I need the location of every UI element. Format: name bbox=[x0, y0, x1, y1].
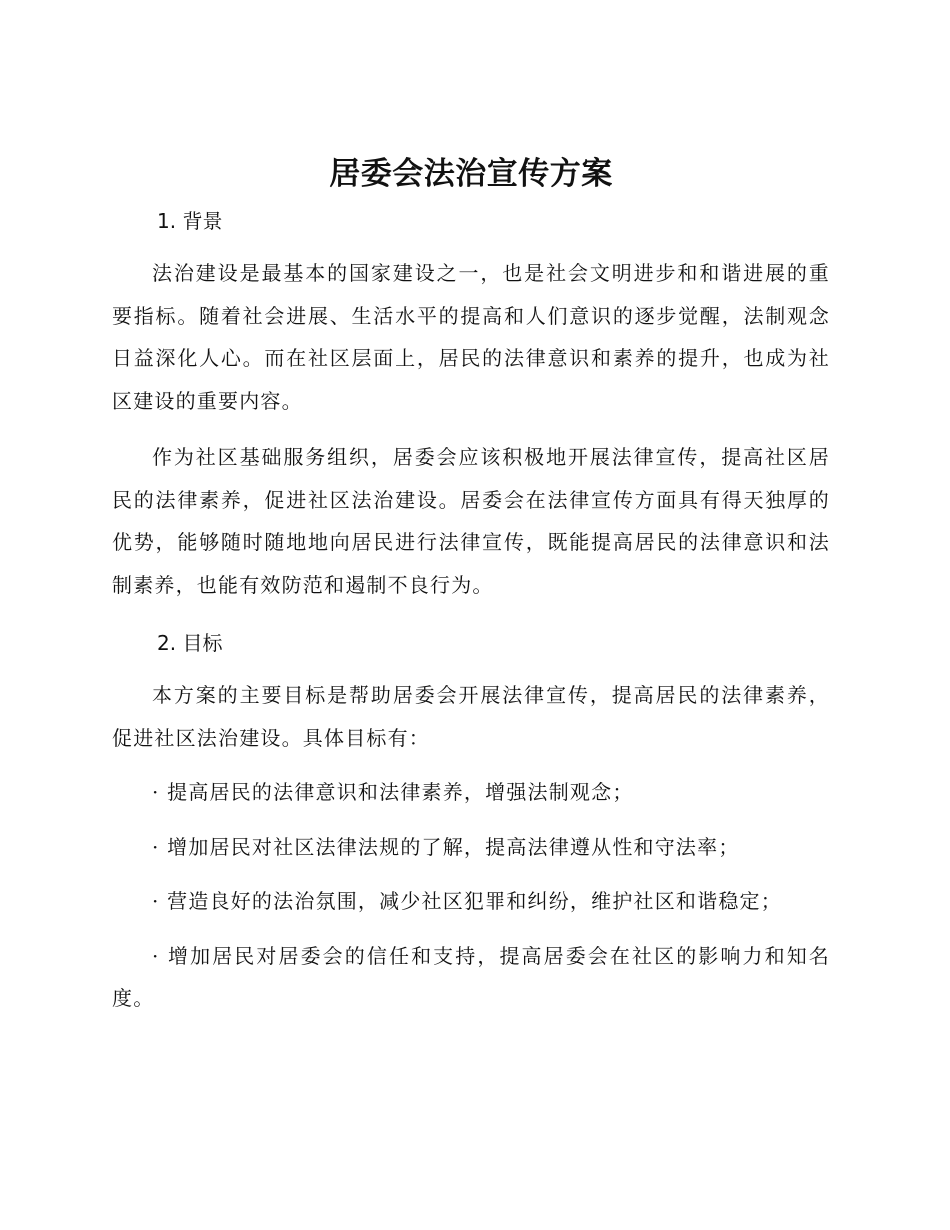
goals-list bbox=[112, 771, 830, 1020]
background-paragraph-2: 作为社区基础服务组织，居委会应该积极地开展法律宣传，提高社区居民的法律素养，促进社区法治建设。居委会在法律宣传方面具有得天独厚的优势，能够随时随地地向居民进行法律宣传，既能提高居民的法律意识和法制素养，也能有效防范和遏制不良行为。 bbox=[112, 445, 830, 597]
section-heading-goals: 2. 目标 bbox=[157, 631, 223, 655]
goal-item-1: · 提高居民的法律意识和法律素养，增强法制观念； bbox=[152, 780, 634, 804]
section-heading-background: 1. 背景 bbox=[157, 209, 223, 233]
goals-intro-paragraph: 本方案的主要目标是帮助居委会开展法律宣传，提高居民的法律素养，促进社区法治建设。具体目标有： bbox=[112, 683, 830, 750]
document-title: 居委会法治宣传方案 bbox=[329, 156, 613, 192]
goal-item-3: · 营造良好的法治氛围，减少社区犯罪和纠纷，维护社区和谐稳定； bbox=[152, 889, 782, 913]
document-page bbox=[112, 148, 830, 1020]
goal-item-2: · 增加居民对社区法律法规的了解，提高法律遵从性和守法率； bbox=[152, 834, 740, 859]
goal-item-4: · 增加居民对居委会的信任和支持，提高居委会在社区的影响力和知名度。 bbox=[112, 943, 830, 1010]
background-paragraph-1: 法治建设是最基本的国家建设之一，也是社会文明进步和和谐进展的重要指标。随着社会进展、生活水平的提高和人们意识的逐步觉醒，法制观念日益深化人心。而在社区层面上，居民的法律意识和素养的提升，也成为社区建设的重要内容。 bbox=[112, 261, 830, 413]
